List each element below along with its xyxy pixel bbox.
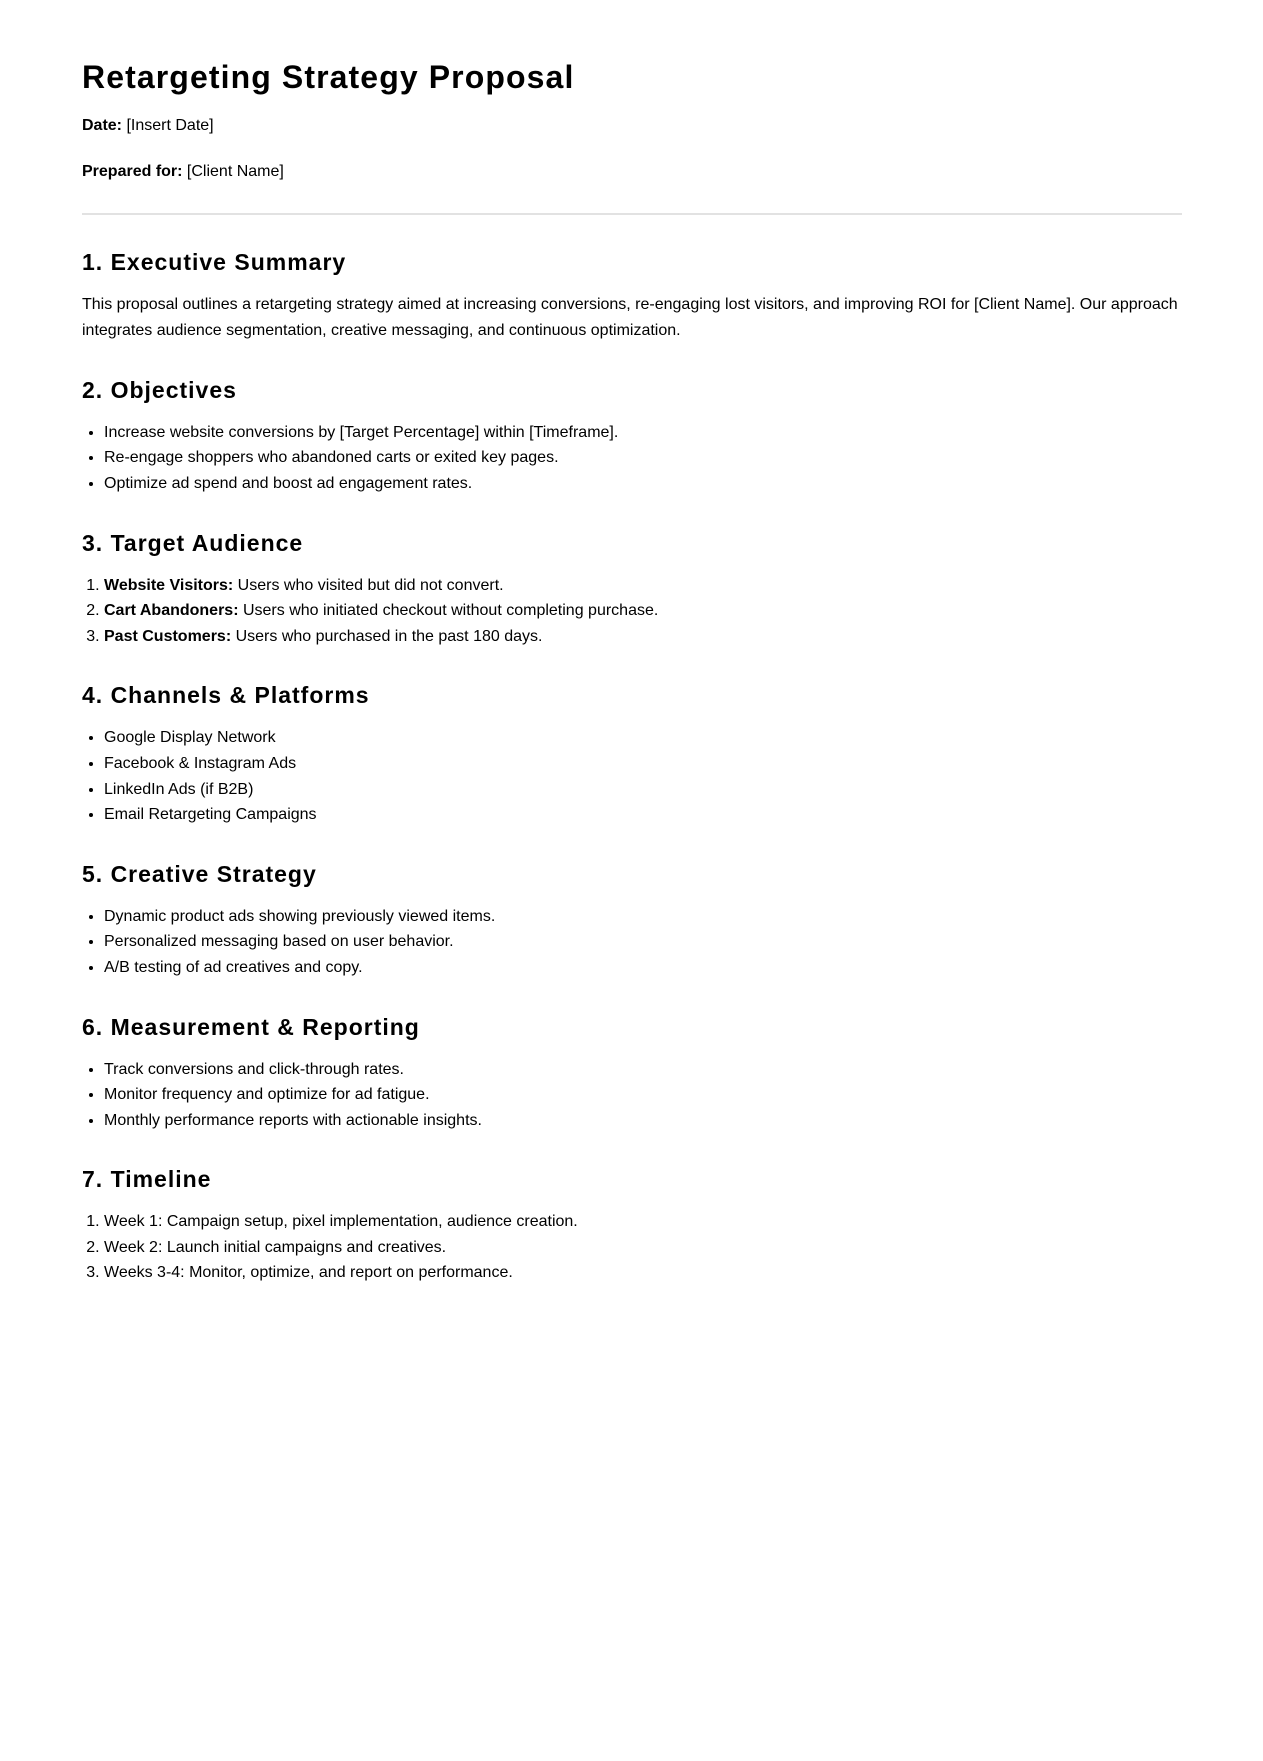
- creative-list: [82, 904, 1182, 981]
- item-text: Users who visited but did not convert.: [233, 576, 504, 594]
- section-heading: 7. Timeline: [82, 1166, 212, 1193]
- date-label: Date:: [82, 117, 123, 134]
- list-item: [104, 598, 1182, 624]
- list-item: • Re-engage shoppers who abandoned carts or exited key pages.: [104, 445, 1182, 471]
- list-item: • Increase website conversions by [Target Percentage] within [Timeframe].: [104, 420, 1182, 446]
- audience-list: [82, 573, 1182, 650]
- date-line: [82, 113, 1182, 139]
- measurement-list: [82, 1057, 1182, 1134]
- item-text: Users who initiated checkout without completing purchase.: [238, 602, 659, 620]
- list-item: 3. Weeks 3-4: Monitor, optimize, and report on performance.: [104, 1260, 1182, 1286]
- channels-list: [82, 725, 1182, 827]
- section-heading: 3. Target Audience: [82, 529, 304, 556]
- list-item: • Monthly performance reports with actionable insights.: [104, 1108, 1182, 1134]
- list-item: • Email Retargeting Campaigns: [104, 802, 1182, 828]
- item-label: Cart Abandoners:: [104, 602, 239, 620]
- list-item: • LinkedIn Ads (if B2B): [104, 777, 1182, 803]
- section-creative-strategy: [82, 861, 1182, 981]
- list-item: • Dynamic product ads showing previously viewed items.: [104, 904, 1182, 930]
- prepared-for-label: Prepared for:: [82, 162, 183, 180]
- list-item: [104, 573, 1182, 599]
- objectives-list: [82, 420, 1182, 497]
- section-paragraph: This proposal outlines a retargeting strategy aimed at increasing conversions, re-engaging lost visitors, and improving ROI for [Client Name]. Our approach integrates audience segmentation, creative messaging, and continuous optimization.: [82, 296, 1178, 339]
- list-item: • Optimize ad spend and boost ad engagement rates.: [104, 471, 1182, 497]
- item-text: Users who purchased in the past 180 days.: [231, 627, 543, 645]
- section-heading: 2. Objectives: [82, 376, 237, 403]
- page-title: Retargeting Strategy Proposal: [82, 59, 575, 95]
- list-item: • Personalized messaging based on user behavior.: [104, 929, 1182, 955]
- section-heading: 1. Executive Summary: [82, 249, 347, 276]
- item-label: Past Customers:: [104, 627, 232, 645]
- section-target-audience: [82, 530, 1182, 650]
- list-item: • Google Display Network: [104, 725, 1182, 751]
- section-measurement-reporting: [82, 1014, 1182, 1134]
- item-label: Website Visitors:: [104, 576, 234, 594]
- list-item: • Track conversions and click-through rates.: [104, 1057, 1182, 1083]
- document: [82, 0, 1182, 1286]
- prepared-for-value: [Client Name]: [182, 162, 284, 180]
- section-timeline: [82, 1166, 1182, 1286]
- list-item: [104, 624, 1182, 650]
- list-item: 2. Week 2: Launch initial campaigns and creatives.: [104, 1235, 1182, 1261]
- list-item: 1. Week 1: Campaign setup, pixel implementation, audience creation.: [104, 1209, 1182, 1235]
- list-item: • A/B testing of ad creatives and copy.: [104, 955, 1182, 981]
- section-heading: 4. Channels & Platforms: [82, 682, 370, 709]
- section-executive-summary: [82, 249, 1182, 344]
- section-channels-platforms: [82, 682, 1182, 827]
- date-value: [Insert Date]: [122, 117, 214, 134]
- section-heading: 5. Creative Strategy: [82, 860, 317, 887]
- prepared-for-line: [82, 159, 1182, 185]
- list-item: • Facebook & Instagram Ads: [104, 751, 1182, 777]
- section-objectives: [82, 377, 1182, 497]
- timeline-list: [82, 1209, 1182, 1286]
- divider: [82, 213, 1182, 215]
- list-item: • Monitor frequency and optimize for ad fatigue.: [104, 1082, 1182, 1108]
- section-heading: 6. Measurement & Reporting: [82, 1013, 420, 1040]
